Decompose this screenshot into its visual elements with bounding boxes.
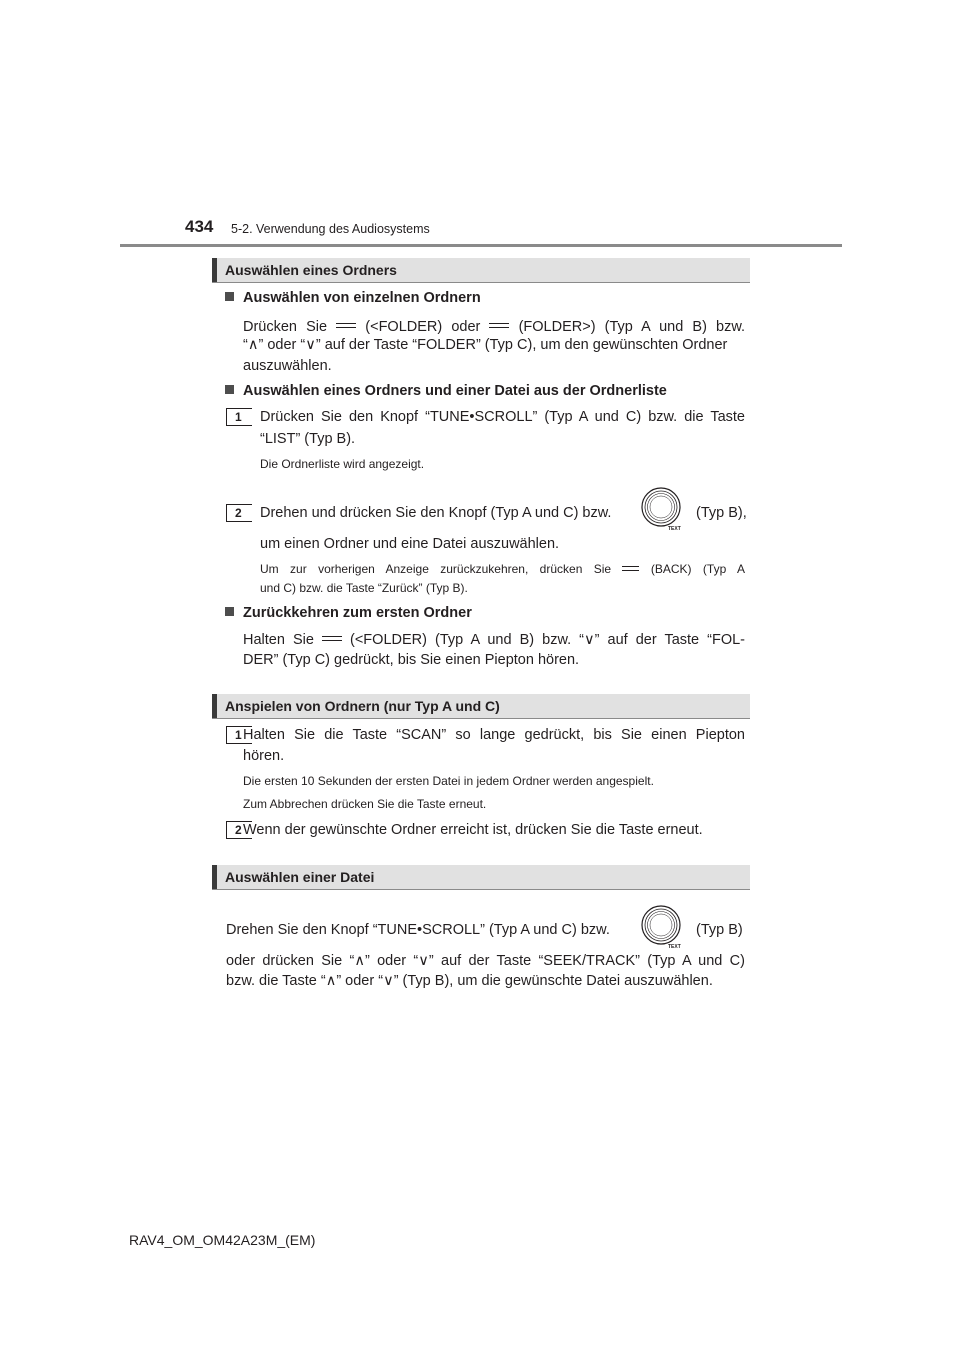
section-heading: Anspielen von Ordnern (nur Typ A und C) [225, 698, 500, 714]
body-line: Drücken Sie (<FOLDER) oder (FOLDER>) (Typ A und B) bzw. [243, 319, 746, 335]
document-code: RAV4_OM_OM42A23M_(EM) [129, 1232, 316, 1248]
note-text: Die Ordnerliste wird angezeigt. [260, 457, 425, 471]
body-line: (Typ B), [696, 505, 747, 521]
square-bullet-icon [225, 607, 234, 616]
header-rule [120, 244, 842, 247]
folder-button-icon [489, 322, 509, 332]
subheading: Auswählen von einzelnen Ordnern [225, 290, 481, 306]
note-text: Um zur vorherigen Anzeige zurückzukehren, drücken Sie (BACK) (Typ A [260, 562, 745, 576]
down-arrow-icon: ∨ [418, 953, 429, 969]
section-heading-bar [212, 258, 750, 283]
body-line: bzw. die Taste “∧” oder “∨” (Typ B), um die gewünschte Datei auszuwählen. [226, 973, 713, 989]
section-heading-bar [212, 865, 750, 890]
subheading: Zurückkehren zum ersten Ordner [225, 605, 472, 621]
folder-button-icon [322, 635, 342, 645]
body-line: auszuwählen. [243, 358, 332, 374]
page-number: 434 [185, 217, 214, 236]
knob-icon [640, 486, 686, 532]
down-arrow-icon: ∨ [383, 973, 394, 989]
body-line: Drehen Sie den Knopf “TUNE•SCROLL” (Typ A und C) bzw. [226, 922, 610, 938]
svg-text:TEXT: TEXT [668, 526, 681, 532]
body-line: “LIST” (Typ B). [260, 431, 356, 447]
step-number: 2 [226, 821, 252, 839]
up-arrow-icon: ∧ [354, 953, 365, 969]
square-bullet-icon [225, 385, 234, 394]
body-line: um einen Ordner und eine Datei auszuwählen. [260, 536, 560, 552]
note-text: Die ersten 10 Sekunden der ersten Datei in jedem Ordner werden angespielt. [243, 774, 654, 788]
body-line: Drücken Sie den Knopf “TUNE•SCROLL” (Typ A und C) bzw. die Taste [260, 409, 745, 425]
up-arrow-icon: ∧ [325, 973, 337, 989]
body-line: oder drücken Sie “∧” oder “∨” auf der Taste “SEEK/TRACK” (Typ A und C) [226, 953, 745, 969]
folder-button-icon [336, 322, 356, 332]
section-heading-bar [212, 694, 750, 719]
body-line: Halten Sie die Taste “SCAN” so lange gedrückt, bis Sie einen Piepton [243, 727, 745, 743]
body-line: hören. [243, 748, 285, 764]
square-bullet-icon [225, 292, 234, 301]
note-text: Zum Abbrechen drücken Sie die Taste erneut. [243, 797, 487, 811]
up-arrow-icon: ∧ [247, 337, 259, 353]
section-heading: Auswählen einer Datei [225, 869, 375, 885]
step-number: 2 [226, 504, 252, 522]
down-arrow-icon: ∨ [584, 632, 595, 648]
subheading: Auswählen eines Ordners und einer Datei aus der Ordnerliste [225, 383, 667, 399]
step-number: 1 [226, 726, 252, 744]
body-line: (Typ B) [696, 922, 743, 938]
svg-text:TEXT: TEXT [668, 944, 681, 950]
body-line: Wenn der gewünschte Ordner erreicht ist, drücken Sie die Taste erneut. [243, 822, 703, 838]
down-arrow-icon: ∨ [305, 337, 316, 353]
section-heading: Auswählen eines Ordners [225, 262, 397, 278]
body-line: DER” (Typ C) gedrückt, bis Sie einen Piepton hören. [243, 652, 580, 668]
body-line: “∧” oder “∨” auf der Taste “FOLDER” (Typ C), um den gewünschten Ordner [243, 337, 728, 353]
body-line: Halten Sie (<FOLDER) (Typ A und B) bzw. “∨” auf der Taste “FOL- [243, 632, 746, 648]
body-line: Drehen und drücken Sie den Knopf (Typ A und C) bzw. [260, 505, 612, 521]
back-button-icon [622, 565, 639, 575]
heading-marker [212, 694, 217, 718]
heading-marker [212, 865, 217, 889]
knob-icon [640, 904, 686, 950]
heading-marker [212, 258, 217, 282]
section-reference: 5-2. Verwendung des Audiosystems [231, 222, 430, 236]
note-text: und C) bzw. die Taste “Zurück” (Typ B). [260, 581, 468, 595]
step-number: 1 [226, 408, 252, 426]
